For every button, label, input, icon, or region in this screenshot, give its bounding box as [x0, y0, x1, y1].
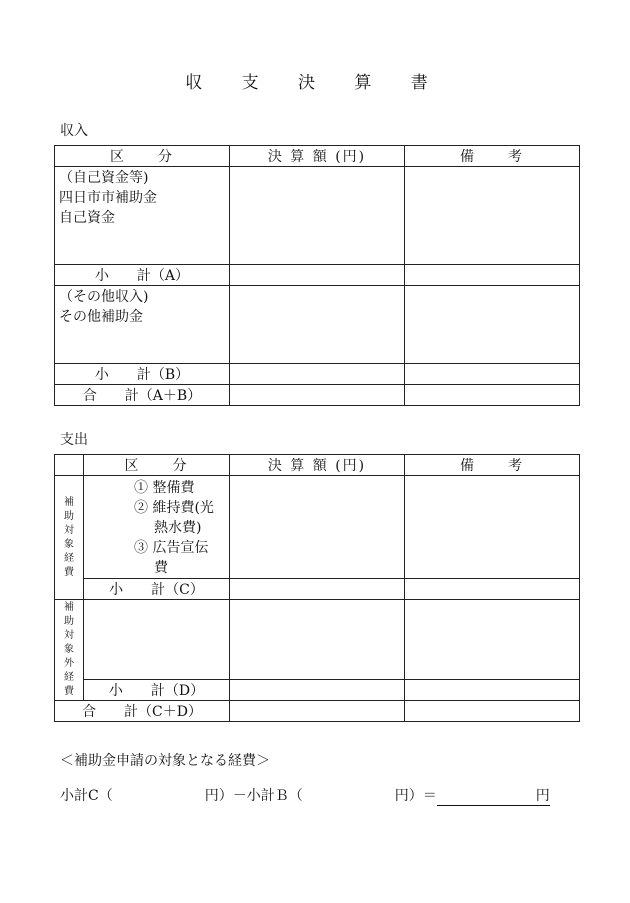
income-col-amount: 決 算 額 (円): [230, 146, 405, 167]
income-group1-row: [55, 167, 580, 265]
expense-subtotal-c-label: 小 計（C）: [84, 579, 230, 600]
income-line-city-subsidy: 四日市市補助金: [59, 190, 157, 206]
expense-total-amount[interactable]: [230, 701, 405, 722]
calc-equals-label: 円）＝: [394, 788, 437, 804]
uncovered-items-cell[interactable]: [84, 600, 230, 680]
income-group2-row: [55, 286, 580, 364]
expense-uncovered-row: [55, 600, 580, 680]
calculation-line: [60, 785, 550, 806]
income-group2-notes[interactable]: [405, 286, 580, 364]
income-subtotal-b-label: 小 計（B）: [55, 364, 230, 385]
expense-subtotal-c-row: [55, 579, 580, 600]
covered-item-advertising: ③ 広告宣伝: [134, 540, 209, 556]
covered-item-upkeep: ② 維持費(光: [134, 500, 214, 516]
income-header-row: [55, 146, 580, 167]
income-heading: 収入: [60, 123, 88, 139]
calc-yen-unit: 円: [535, 788, 550, 804]
expense-subtotal-d-row: [55, 680, 580, 701]
income-group1-heading: （自己資金等): [59, 170, 149, 186]
income-total-amount[interactable]: [230, 385, 405, 406]
expense-col-amount: 決 算 額 (円): [230, 455, 405, 476]
income-subtotal-a-amount[interactable]: [230, 265, 405, 286]
expense-subtotal-c-notes[interactable]: [405, 579, 580, 600]
income-group1-notes[interactable]: [405, 167, 580, 265]
income-total-label: 合 計（A＋B）: [55, 385, 230, 406]
expense-col-category: 区 分: [84, 455, 230, 476]
income-total-notes[interactable]: [405, 385, 580, 406]
expense-header-row: [55, 455, 580, 476]
income-line-other-subsidy: その他補助金: [59, 309, 143, 325]
eligible-expense-note: ＜補助金申請の対象となる経費＞: [60, 753, 270, 769]
income-group2-amount[interactable]: [230, 286, 405, 364]
uncovered-expense-vertical-label: 補助対象外経費: [55, 600, 84, 701]
expense-heading: 支出: [60, 432, 88, 448]
expense-col-blank: [55, 455, 84, 476]
covered-item-advertising-cont: 費: [154, 560, 168, 576]
income-subtotal-b-notes[interactable]: [405, 364, 580, 385]
income-group1-amount[interactable]: [230, 167, 405, 265]
expense-total-row: [55, 701, 580, 722]
calc-result-blank[interactable]: [437, 785, 550, 806]
income-group2-category: [55, 286, 230, 364]
calc-subtotal-c-label: 小計C（: [60, 788, 113, 804]
document-title: 収 支 決 算 書: [185, 73, 445, 93]
calc-minus-subtotal-b-label: 円）－小計Ｂ（: [204, 788, 303, 804]
expense-subtotal-d-label: 小 計（D）: [84, 680, 230, 701]
income-subtotal-b-row: [55, 364, 580, 385]
covered-amount[interactable]: [230, 476, 405, 579]
income-table: [54, 145, 580, 406]
covered-notes[interactable]: [405, 476, 580, 579]
income-line-own-funds: 自己資金: [59, 210, 115, 226]
expense-col-notes: 備 考: [405, 455, 580, 476]
income-subtotal-a-notes[interactable]: [405, 265, 580, 286]
income-subtotal-b-amount[interactable]: [230, 364, 405, 385]
income-subtotal-a-row: [55, 265, 580, 286]
covered-expense-vertical-label: 補助対象経費: [55, 476, 84, 600]
expense-covered-row: [55, 476, 580, 579]
expense-subtotal-d-notes[interactable]: [405, 680, 580, 701]
income-group1-category: [55, 167, 230, 265]
income-group2-heading: （その他収入): [59, 289, 149, 305]
income-col-notes: 備 考: [405, 146, 580, 167]
covered-item-maintenance: ① 整備費: [134, 480, 195, 496]
income-subtotal-a-label: 小 計（A）: [55, 265, 230, 286]
expense-total-notes[interactable]: [405, 701, 580, 722]
expense-total-label: 合 計（C＋D）: [55, 701, 230, 722]
expense-table: [54, 454, 580, 722]
income-total-row: [55, 385, 580, 406]
uncovered-notes[interactable]: [405, 600, 580, 680]
income-col-category: 区 分: [55, 146, 230, 167]
covered-item-upkeep-cont: 熱水費): [154, 520, 202, 536]
expense-subtotal-d-amount[interactable]: [230, 680, 405, 701]
covered-items-cell: [84, 476, 230, 579]
expense-subtotal-c-amount[interactable]: [230, 579, 405, 600]
uncovered-amount[interactable]: [230, 600, 405, 680]
